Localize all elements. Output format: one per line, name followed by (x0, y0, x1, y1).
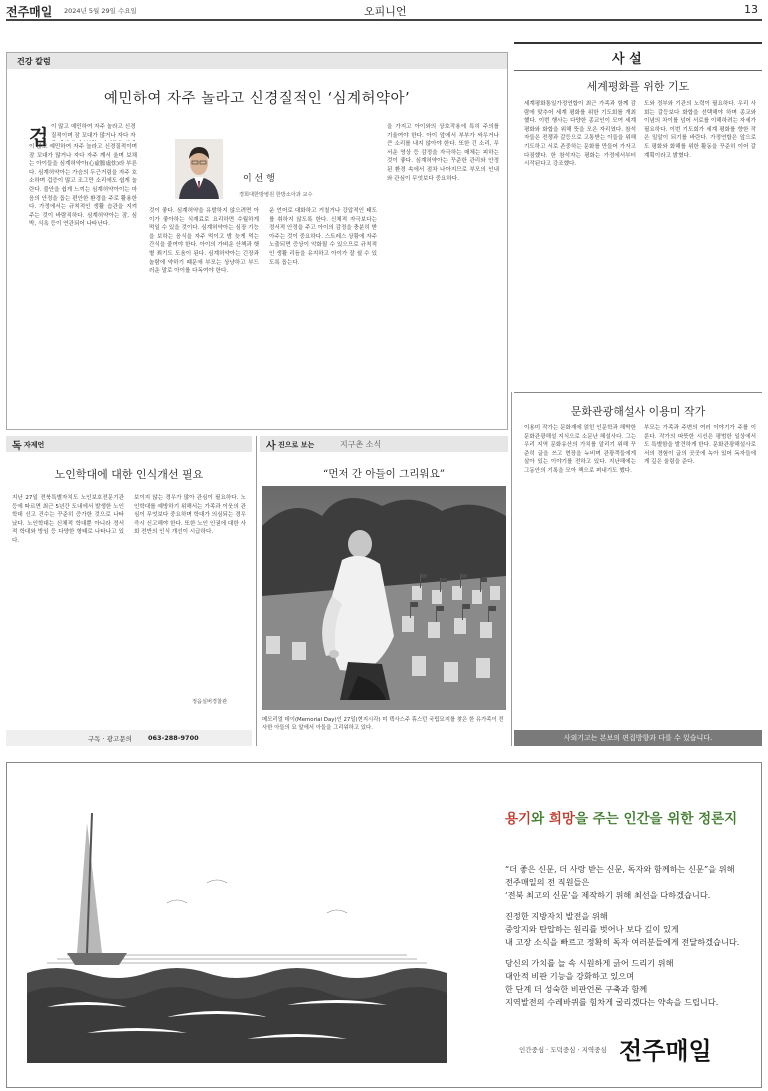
page-number: 13 (744, 3, 758, 16)
column2-text-2: 부모는 가족과 주변의 여러 이야기가 주를 이룬다. 작가의 따뜻한 시선은 평범한 일상에서도 특별함을 발견하게 한다. 문화관광해설사로서의 경험이 글의 곳곳에 녹아 있어 독자들에게 깊은 울림을 준다. (644, 425, 756, 466)
column2-rule (514, 392, 762, 393)
ad-logo: 전주매일 (619, 1037, 712, 1065)
photo-caption: 메모리얼 데이(Memorial Day)인 27일(현지시각) 미 텍사스주 휴스턴 국립묘지를 찾은 한 유가족이 전사한 아들의 묘 앞에서 아들을 그리워하고 있다. (262, 717, 504, 732)
ad-line: 전주매일의 전 직원들은 (505, 877, 590, 887)
photo-divider (511, 392, 512, 746)
photo-title: “먼저 간 아들이 그리워요” (322, 468, 446, 480)
ad-tagline: 인간중심 · 도덕중심 · 지역중심 (519, 1046, 607, 1054)
ad-headline-3: 희망 (548, 811, 575, 827)
notice-bar (514, 730, 762, 746)
drop-cap: 겁 (29, 125, 49, 149)
author-name: 이 선 행 (243, 174, 275, 184)
ad-box (6, 762, 762, 1088)
reader-title: 노인학대에 대한 인식개선 필요 (54, 468, 204, 481)
ad-illustration (27, 793, 447, 1063)
subscribe-bar (6, 730, 252, 746)
photo-label-b: 진으로 보는 (278, 441, 315, 449)
ad-line: 지역발전의 수레바퀴를 힘차게 굴리겠다는 약속을 드립니다. (505, 997, 719, 1007)
memorial-photo-illustration (262, 486, 506, 710)
ad-line: 당신의 가치를 늘 속 시원하게 긁어 드리기 위해 (505, 958, 674, 968)
ad-line: 내 고장 소식을 빠르고 정확히 독자 여러분들에게 전달하겠습니다. (505, 937, 740, 947)
column-text-3: 운 언어로 대화하고 거칠거나 강압적인 태도를 취하지 않도록 한다. 신체적 자극보다는 정서적 안정을 주고 아이의 감정을 충분히 받아주는 것이 중요하다. 스트레스 상황에 자주 노출되면 증상이 악화될 수 있으므로 규칙적인 생활 리듬을 유지하고 아이가 잘 쉴 수 있도록 돕는다. (269, 208, 377, 266)
column2-text-1: 이용미 작가는 문화재에 얽힌 인문학과 해박한 문화관광해설 지식으로 소문난 해설사다. 그는 우리 지역 문화유산의 가치를 알리기 위해 꾸준히 글을 쓰고 현장을 누비며 관광객들에게 살아 있는 이야기를 전하고 있다. 지난해에는 그동안의 기록을 모아 책으로 펴내기도 했다. (524, 425, 636, 474)
ad-line: 대안적 비판 기능을 강화하고 있으며 (505, 971, 635, 981)
notice-text: 사외기고는 본보의 편집방향과 다를 수 있습니다. (563, 734, 713, 742)
portrait-illustration (175, 139, 223, 199)
reader-section (6, 436, 252, 746)
column-label-text: 건강 칼럼 (17, 57, 51, 66)
ad-body (505, 863, 755, 1009)
ad-line: ‘전북 최고의 신문’을 제작하기 위해 최선을 다하겠습니다. (505, 890, 711, 900)
reader-label-b: 자제언 (24, 441, 45, 449)
ad-headline (505, 807, 737, 827)
sailboat-sea-illustration (27, 793, 447, 1063)
photo-section (260, 436, 508, 746)
ad-line: “더 좋은 신문, 더 사랑 받는 신문, 독자와 함께하는 신문”을 위해 (505, 864, 735, 874)
photo-label-bar (260, 436, 508, 452)
editorial-label-rule (514, 70, 762, 71)
column-text-4: 을 가지고 아이와의 상호작용에 특히 주의를 기울여야 한다. 아이 앞에서 부부가 싸우거나 큰 소리를 내지 않아야 한다. 또한 긴 소리, 무서운 영상 등 감정을 자극하는 매체는 피하는 것이 좋다. 심계허약아는 꾸준한 관리와 안정된 환경 속에서 점차 나아지므로 부모의 인내와 관심이 무엇보다 중요하다. (387, 124, 499, 182)
subscribe-label: 구독 · 광고문의 (88, 735, 132, 743)
reader-byline: 정읍실버경찰관 (192, 699, 228, 705)
author-affiliation: 경희대한방병원 한방소아과 교수 (239, 192, 313, 198)
section-title: 오피니언 (364, 5, 407, 18)
column2-title: 문화관광해설사 이용미 작가 (570, 405, 706, 418)
health-column (6, 52, 508, 430)
ad-headline-4: 을 주는 인간을 위한 정론지 (574, 811, 738, 827)
column-label (7, 53, 507, 69)
photo-label-c: 지구촌 소식 (340, 440, 382, 449)
masthead-logo: 전주매일 (6, 5, 53, 19)
column-text-2: 것이 좋다. 심계허약을 유발하지 않으려면 아이가 좋아하는 식재료로 요리하면 수월하게 먹일 수 있을 것이다. 심계허약아는 심장 기능을 보하는 음식을 자주 먹이고 밤 늦게 먹는 간식을 줄여야 한다. 아이의 가벼운 산책과 햇볕 쬐기도 도움이 된다. 심계허약아는 긴장과 놀람에 약하기 때문에 부모는 상냥하고 부드러운 말로 아이를 다독여야 한다. (149, 208, 259, 275)
reader-label-bar (6, 436, 252, 452)
reader-divider (256, 436, 257, 746)
masthead-date: 2024년 5월 29일 수요일 (64, 7, 137, 15)
photo-label-a: 사 (266, 441, 276, 452)
editorial-text-2: 도와 정부와 기관의 노력이 필요하다. 우리 사회는 갈등보다 화합을 선택해야 하며 종교와 이념의 차이를 넘어 서로를 이해하려는 자세가 필요하다. 이번 기도회가 세계 평화를 향한 작은 밀알이 되기를 바란다. 가정연합은 앞으로도 평화와 화해를 위한 활동을 꾸준히 이어 갈 계획이라고 밝혔다. (644, 101, 756, 159)
ad-line: 한 단계 더 성숙한 비판언론 구축과 함께 (505, 984, 648, 994)
subscribe-phone: 063-288-9700 (148, 734, 199, 742)
column-text-1: 이 많고 예민하여 자주 놀라고 신경질적이며 잠 꼬대가 많거나 자다 자 (51, 124, 136, 139)
ad-line: 중앙지와 탄압하는 원리를 벗어나 보다 깊이 있게 (505, 924, 679, 934)
author-photo (175, 139, 223, 199)
editorial-label: 사 설 (612, 52, 642, 67)
editorial-text-1: 세계평화통일가정연합이 최근 가족과 함께 감람에 맞추어 세계 평화를 위한 기도회를 개최했다. 이번 행사는 다양한 종교인이 모여 세계 평화와 화합을 위해 뜻을 모은 자리였다. 참석자들은 전쟁과 갈등으로 고통받는 이들을 위해 기도하고 서로 존중하는 문화를 만들어 가자고 다짐했다. 한 참석자는 평화는 가정에서부터 시작된다고 강조했다. (524, 101, 636, 168)
reader-text-2: 보이지 않는 경우가 많아 관심이 필요하다. 노인학대를 예방하기 위해서는 가족과 이웃의 관심이 무엇보다 중요하며 학대가 의심되는 경우 즉시 신고해야 한다. 또한 노인 인권에 대한 사회 전반의 인식 개선이 시급하다. (134, 495, 246, 536)
ad-line: 진정한 지방자치 발전을 위해 (505, 911, 608, 921)
header-rule (6, 19, 762, 21)
reader-text-1: 지난 27일 전북특별자치도 노인보호전문기관 등에 따르면 최근 5년간 도내에서 발생한 노인학대 신고 건수는 꾸준히 증가한 것으로 나타났다. 노인학대는 신체적 학대뿐 아니라 정서적 학대와 방임 등 다양한 형태로 나타나고 있다. (12, 495, 124, 544)
ad-headline-1: 용기 (505, 811, 532, 827)
photo-image (262, 486, 506, 710)
column-headline: 예민하여 자주 놀라고 신경질적인 ‘심계허약아’ (103, 91, 411, 107)
reader-label-a: 독 (12, 441, 22, 452)
ad-headline-2: 와 (531, 811, 549, 827)
editorial (514, 42, 762, 390)
editorial-title: 세계평화를 위한 기도 (586, 80, 690, 93)
column-text-1b: 이 많고 예민하여 자주 놀라고 신경질적이며 잠 꼬대가 많거나 자다 자주 깨서 울며 보채는 아이들을 심계허약아(心虛膽虛怯)라 부른다. 심계허약아는 가슴의 두근거림을 자주 호소하며 겁증이 많고 조그만 소리에도 쉽게 놀란다. 불안을 쉽게 느끼는 심계허약아이는 마음의 안정을 돕는 편안한 환경을 주로 활용한다. 가정에서는 규칙적인 생활 습관을 지켜 주는 것이 바람직하다. 심계허약아는 잠, 심박, 식욕 등이 연관되어 나타난다. (29, 144, 137, 228)
